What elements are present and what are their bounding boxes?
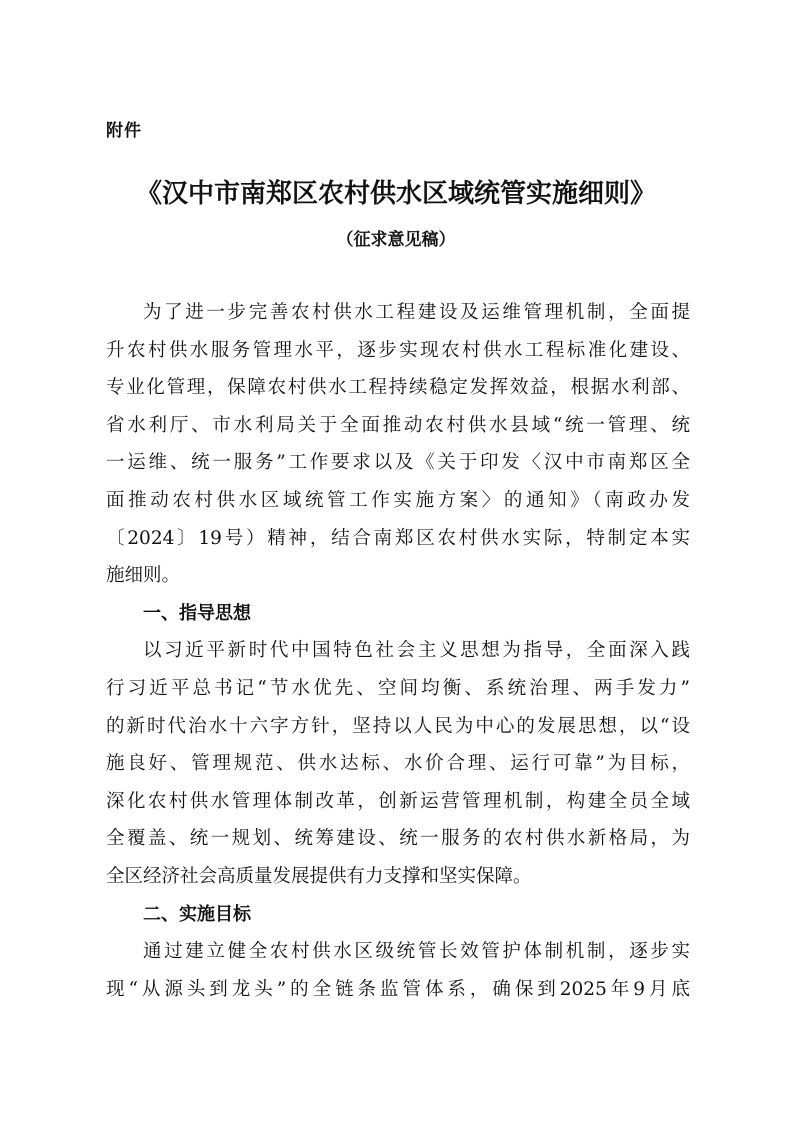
text-line: 为了进一步完善农村供水工程建设及运维管理机制，全面提 <box>143 302 690 323</box>
text-line: 专业化管理，保障农村供水工程持续稳定发挥效益，根据水利部、 <box>106 377 690 399</box>
text-line: 以习近平新时代中国特色社会主义思想为指导，全面深入践 <box>143 640 690 662</box>
section1-paragraph <box>106 632 690 895</box>
document-title: 《汉中市南郑区农村供水区域统管实施细则》 <box>135 179 656 209</box>
text-line: 全区经济社会高质量发展提供有力支撑和坚实保障。 <box>106 865 532 887</box>
text-line: 施良好、管理规范、供水达标、水价合理、运行可靠”为目标， <box>106 753 690 775</box>
text-line: 面推动农村供水区域统管工作实施方案〉的通知》（南政办发 <box>106 489 690 511</box>
text-line: 的新时代治水十六字方针，坚持以人民为中心的发展思想，以“设 <box>106 715 690 737</box>
document-subtitle: （征求意见稿） <box>336 230 456 250</box>
section2-paragraph <box>106 933 690 1008</box>
text-line: 一运维、统一服务”工作要求以及《关于印发〈汉中市南郑区全 <box>106 452 690 474</box>
text-line: 行习近平总书记“节水优先、空间均衡、系统治理、两手发力” <box>106 677 690 699</box>
attachment-label: 附件 <box>106 121 142 141</box>
intro-paragraph <box>106 294 690 595</box>
text-line: 〔2024〕19号）精神，结合南郑区农村供水实际，特制定本实 <box>106 527 690 549</box>
section-heading-guiding-ideology: 一、指导思想 <box>143 602 251 624</box>
text-line: 现“从源头到龙头”的全链条监管体系，确保到2025年9月底 <box>106 978 690 1000</box>
text-line: 通过建立健全农村供水区级统管长效管护体制机制，逐步实 <box>143 941 690 963</box>
text-line: 施细则。 <box>106 565 181 587</box>
text-line: 升农村供水服务管理水平，逐步实现农村供水工程标准化建设、 <box>106 339 690 361</box>
text-line: 省水利厅、市水利局关于全面推动农村供水县域“统一管理、统 <box>106 414 690 436</box>
document-body <box>106 294 690 1008</box>
text-line: 深化农村供水管理体制改革，创新运营管理机制，构建全员全域 <box>106 790 690 812</box>
section-heading-objectives: 二、实施目标 <box>143 903 251 925</box>
text-line: 全覆盖、统一规划、统筹建设、统一服务的农村供水新格局，为 <box>106 828 690 850</box>
